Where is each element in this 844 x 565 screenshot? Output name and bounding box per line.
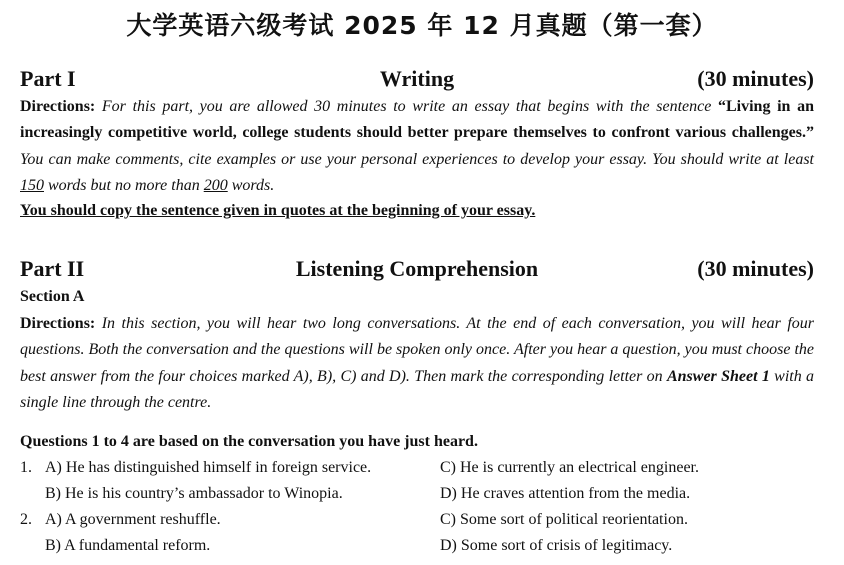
answer-sheet-name: Answer Sheet 1 — [666, 367, 770, 385]
question-row — [20, 459, 820, 481]
directions-label: Directions: — [20, 98, 96, 115]
min-words: 150 — [20, 176, 44, 194]
page-title: 大学英语六级考试 2025 年 12 月真题（第一套） — [126, 11, 718, 40]
essay-opening-quote: “Living in an increasingly competitive world, college students should better prepare themselves to confront various challenges.” — [20, 98, 815, 142]
question-row — [20, 485, 820, 507]
question-row — [20, 511, 820, 533]
option-b: B) A fundamental reform. — [45, 537, 211, 554]
option-c: C) Some sort of political reorientation. — [440, 511, 688, 528]
part2-name: Listening Comprehension — [295, 256, 539, 281]
questions-heading: Questions 1 to 4 are based on the conversation you have just heard. — [20, 433, 478, 450]
directions-label: Directions: — [20, 315, 96, 332]
directions-text: In this section, you will hear two long conversations. At the end of each conversation, you will hear four questions. Both the conversation and the questions will be spoken only once. After you hear a question, you must choose the best answer from the four choices marked A), B), C) and D). Then mark the corresponding letter on — [20, 315, 814, 385]
option-a: A) A government reshuffle. — [45, 511, 221, 528]
question-number: 1. — [20, 459, 32, 476]
part1-header — [20, 66, 814, 92]
part1-name: Writing — [379, 66, 455, 91]
directions-text: You can make comments, cite examples or use your personal experiences to develop your essay. You should write at least — [20, 150, 814, 168]
option-d: D) Some sort of crisis of legitimacy. — [440, 537, 673, 554]
directions-text: words. — [227, 176, 275, 194]
question-number: 2. — [20, 511, 32, 528]
directions-text: For this part, you are allowed 30 minutes to write an essay that begins with the sentence — [95, 98, 718, 115]
question-row — [20, 537, 820, 559]
max-words: 200 — [203, 176, 228, 194]
part1-label: Part I — [20, 66, 76, 91]
part1-directions — [20, 94, 814, 199]
part2-directions — [20, 311, 814, 416]
directions-text: with a single line through the centre. — [20, 367, 815, 411]
option-a: A) He has distinguished himself in foreign service. — [45, 459, 372, 476]
option-c: C) He is currently an electrical engineer. — [440, 459, 699, 476]
part2-time: (30 minutes) — [697, 256, 814, 281]
copy-instruction: You should copy the sentence given in quotes at the beginning of your essay. — [20, 202, 536, 219]
directions-text: words but no more than — [44, 176, 204, 194]
part2-header — [20, 256, 814, 282]
part1-time: (30 minutes) — [697, 66, 814, 91]
section-label: Section A — [20, 288, 85, 305]
part2-label: Part II — [20, 256, 85, 281]
option-d: D) He craves attention from the media. — [440, 485, 691, 502]
option-b: B) He is his country’s ambassador to Winopia. — [45, 485, 343, 502]
